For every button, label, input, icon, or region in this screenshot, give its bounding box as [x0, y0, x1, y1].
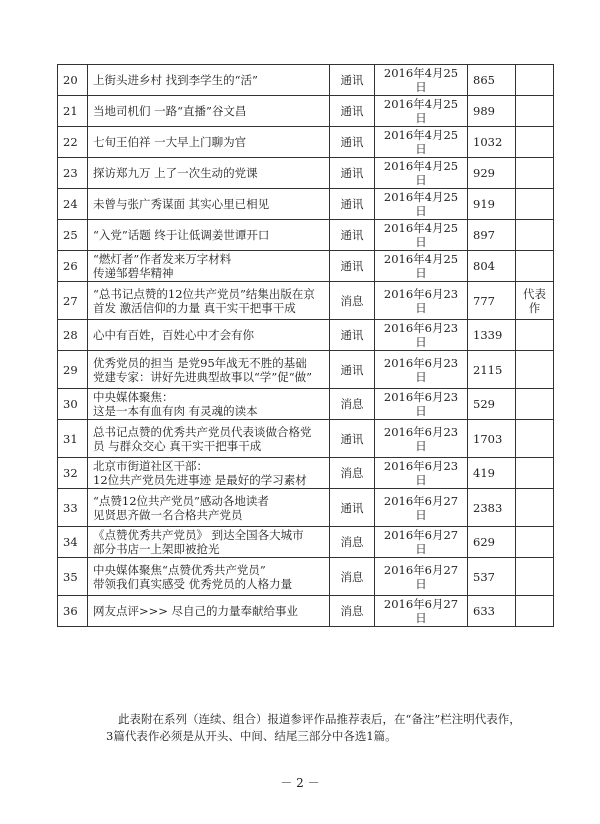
row-date: 2016年4月25日	[375, 65, 468, 96]
row-number: 36	[58, 596, 88, 627]
title-line: 这是一本有血有肉 有灵魂的读本	[93, 404, 258, 418]
row-number: 31	[58, 420, 88, 458]
title-line: 当地司机们 一路“直播”谷文昌	[93, 104, 247, 118]
title-line: “点赞12位共产党员”感动各地读者	[93, 493, 269, 508]
row-genre: 通讯	[330, 320, 375, 351]
row-remark: 代表作	[516, 282, 554, 320]
row-number: 28	[58, 320, 88, 351]
title-line: 见贤思齐做一名合格共产党员	[93, 507, 243, 522]
row-date: 2016年6月27日	[375, 527, 468, 558]
row-word-count: 804	[468, 251, 516, 282]
row-word-count: 919	[468, 189, 516, 220]
row-date: 2016年4月25日	[375, 251, 468, 282]
row-number: 20	[58, 65, 88, 96]
row-date: 2016年6月23日	[375, 389, 468, 420]
row-date: 2016年6月27日	[375, 558, 468, 596]
row-date: 2016年4月25日	[375, 189, 468, 220]
row-genre: 通讯	[330, 65, 375, 96]
table-row	[58, 558, 554, 596]
row-remark	[516, 220, 554, 251]
row-date: 2016年4月25日	[375, 96, 468, 127]
row-genre: 通讯	[330, 420, 375, 458]
row-remark	[516, 189, 554, 220]
row-genre: 消息	[330, 596, 375, 627]
row-word-count: 2115	[468, 351, 516, 389]
row-genre: 通讯	[330, 127, 375, 158]
row-word-count: 2383	[468, 489, 516, 527]
title-line: 12位共产党员先进事迹 是最好的学习素材	[93, 473, 307, 487]
title-line: “入党”话题 终于让低调姜世谭开口	[93, 228, 270, 242]
table-row	[58, 158, 554, 189]
table-row	[58, 420, 554, 458]
row-word-count: 633	[468, 596, 516, 627]
row-number: 33	[58, 489, 88, 527]
row-number: 25	[58, 220, 88, 251]
row-date: 2016年6月23日	[375, 320, 468, 351]
row-date: 2016年4月25日	[375, 127, 468, 158]
row-remark	[516, 558, 554, 596]
title-line: 首发 激活信仰的力量 真干实干把事干成	[93, 300, 296, 315]
title-line: 探访郑九万 上了一次生动的党课	[93, 166, 258, 180]
row-remark	[516, 389, 554, 420]
row-title	[88, 320, 330, 351]
row-genre: 通讯	[330, 220, 375, 251]
row-genre: 消息	[330, 558, 375, 596]
title-line: 《点赞优秀共产党员》 到达全国各大城市	[93, 528, 304, 542]
title-line: 员 与群众交心 真干实干把事干成	[93, 438, 262, 453]
title-line: 总书记点赞的优秀共产党员代表谈做合格党	[93, 424, 312, 439]
row-genre: 通讯	[330, 96, 375, 127]
title-line: 心中有百姓，百姓心中才会有你	[93, 328, 254, 342]
table-row	[58, 282, 554, 320]
row-title	[88, 158, 330, 189]
row-remark	[516, 351, 554, 389]
page-number: － 2 －	[280, 776, 320, 790]
table-row	[58, 458, 554, 489]
row-title	[88, 251, 330, 282]
row-date: 2016年6月27日	[375, 596, 468, 627]
title-line: 网友点评>>> 尽自己的力量奉献给事业	[93, 604, 299, 618]
table-row	[58, 320, 554, 351]
row-genre: 消息	[330, 389, 375, 420]
title-line: 带领我们真实感受 优秀党员的人格力量	[93, 576, 293, 591]
table-row	[58, 389, 554, 420]
row-date: 2016年6月23日	[375, 282, 468, 320]
table-row	[58, 65, 554, 96]
table-row	[58, 251, 554, 282]
row-number: 23	[58, 158, 88, 189]
row-date: 2016年4月25日	[375, 220, 468, 251]
row-title	[88, 351, 330, 389]
row-remark	[516, 65, 554, 96]
title-line: 北京市街道社区干部：	[93, 459, 208, 473]
row-title	[88, 420, 330, 458]
row-genre: 通讯	[330, 489, 375, 527]
title-line: 优秀党员的担当 是党95年战无不胜的基础	[93, 355, 307, 370]
row-title	[88, 527, 330, 558]
row-word-count: 989	[468, 96, 516, 127]
row-date: 2016年6月27日	[375, 489, 468, 527]
row-title	[88, 458, 330, 489]
table-row	[58, 96, 554, 127]
row-genre: 通讯	[330, 351, 375, 389]
row-title	[88, 389, 330, 420]
table-row	[58, 596, 554, 627]
row-remark	[516, 158, 554, 189]
footnote-line-2: 3篇代表作必须是从开头、中间、结尾三部分中各选1篇。	[106, 729, 397, 743]
row-number: 27	[58, 282, 88, 320]
table-row	[58, 489, 554, 527]
row-remark	[516, 320, 554, 351]
table-row	[58, 527, 554, 558]
row-number: 21	[58, 96, 88, 127]
row-number: 35	[58, 558, 88, 596]
title-line: 党建专家：讲好先进典型故事以“学”促“做”	[93, 369, 313, 384]
row-title	[88, 65, 330, 96]
row-genre: 消息	[330, 282, 375, 320]
works-table	[57, 64, 554, 627]
title-line: 部分书店一上架即被抢光	[93, 542, 220, 556]
row-remark	[516, 489, 554, 527]
row-date: 2016年6月23日	[375, 351, 468, 389]
row-title	[88, 558, 330, 596]
row-remark	[516, 251, 554, 282]
row-genre: 通讯	[330, 251, 375, 282]
row-genre: 消息	[330, 527, 375, 558]
row-word-count: 897	[468, 220, 516, 251]
row-word-count: 629	[468, 527, 516, 558]
row-word-count: 419	[468, 458, 516, 489]
row-number: 29	[58, 351, 88, 389]
title-line: 中央媒体聚焦“点赞优秀共产党员”	[93, 562, 266, 577]
row-word-count: 777	[468, 282, 516, 320]
row-number: 30	[58, 389, 88, 420]
row-date: 2016年4月25日	[375, 158, 468, 189]
row-remark	[516, 458, 554, 489]
row-word-count: 929	[468, 158, 516, 189]
title-line: “总书记点赞的12位共产党员”结集出版在京	[93, 286, 315, 301]
row-remark	[516, 596, 554, 627]
title-line: 中央媒体聚焦：	[93, 390, 174, 404]
row-number: 34	[58, 527, 88, 558]
row-remark	[516, 420, 554, 458]
row-word-count: 1703	[468, 420, 516, 458]
table-row	[58, 220, 554, 251]
row-number: 24	[58, 189, 88, 220]
row-genre: 消息	[330, 458, 375, 489]
row-word-count: 537	[468, 558, 516, 596]
row-date: 2016年6月23日	[375, 420, 468, 458]
row-genre: 通讯	[330, 158, 375, 189]
row-word-count: 529	[468, 389, 516, 420]
table-row	[58, 351, 554, 389]
row-title	[88, 596, 330, 627]
row-word-count: 1339	[468, 320, 516, 351]
row-word-count: 865	[468, 65, 516, 96]
row-title	[88, 127, 330, 158]
table-row	[58, 127, 554, 158]
row-title	[88, 489, 330, 527]
table-row	[58, 189, 554, 220]
row-title	[88, 220, 330, 251]
row-title	[88, 96, 330, 127]
title-line: 上街头进乡村 找到李学生的“活”	[93, 73, 258, 87]
row-title	[88, 282, 330, 320]
title-line: 未曾与张广秀谋面 其实心里已相见	[93, 197, 270, 211]
footnote	[106, 711, 558, 745]
row-genre: 通讯	[330, 189, 375, 220]
row-title	[88, 189, 330, 220]
row-word-count: 1032	[468, 127, 516, 158]
table-body	[58, 65, 554, 627]
row-number: 26	[58, 251, 88, 282]
row-remark	[516, 96, 554, 127]
title-line: 传递邹碧华精神	[93, 266, 174, 280]
row-number: 22	[58, 127, 88, 158]
title-line: 七旬王伯祥 一大早上门聊为官	[93, 135, 247, 149]
footnote-line-1: 此表附在系列（连续、组合）报道参评作品推荐表后，在“备注”栏注明代表作，	[118, 712, 521, 726]
title-line: “燃灯者”作者发来万字材料	[93, 252, 232, 266]
row-date: 2016年6月23日	[375, 458, 468, 489]
row-remark	[516, 127, 554, 158]
row-remark	[516, 527, 554, 558]
row-number: 32	[58, 458, 88, 489]
